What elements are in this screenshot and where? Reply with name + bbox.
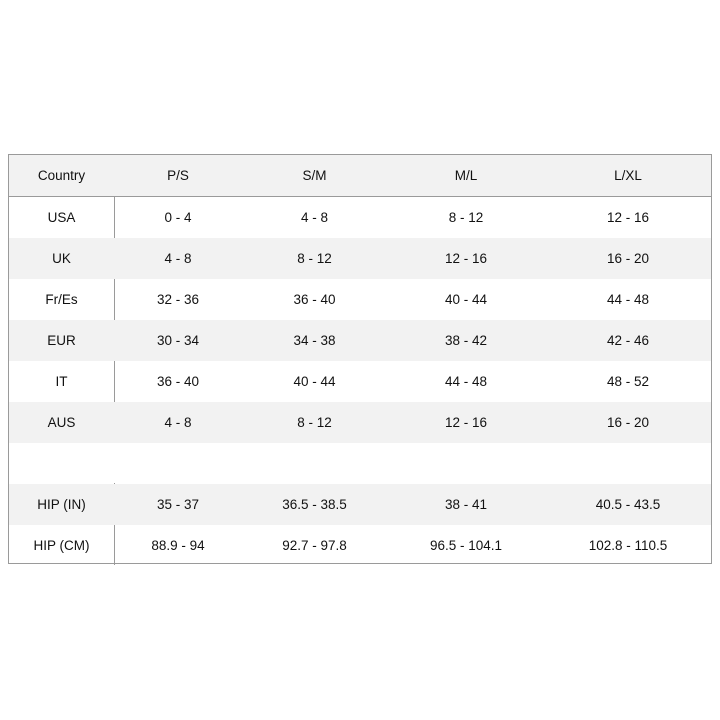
table-cell: 48 - 52: [606, 374, 650, 389]
table-cell: 38 - 41: [444, 497, 488, 512]
row-label: UK: [52, 251, 71, 266]
table-cell: 42 - 46: [606, 333, 650, 348]
table-cell: 92.7 - 97.8: [282, 538, 347, 553]
table-cell: 8 - 12: [297, 251, 332, 266]
table-cell: 102.8 - 110.5: [588, 538, 668, 553]
table-cell: 36.5 - 38.5: [282, 497, 347, 512]
table-cell: 44 - 48: [606, 292, 650, 307]
header-size-ml: M/L: [454, 168, 478, 183]
row-label: IT: [55, 374, 68, 389]
table-row: [9, 525, 711, 566]
table-cell: 4 - 8: [164, 415, 192, 430]
table-cell: 36 - 40: [156, 374, 200, 389]
table-cell: 96.5 - 104.1: [429, 538, 503, 553]
table-row: [9, 484, 711, 525]
table-cell: 44 - 48: [444, 374, 488, 389]
table-header-row: [9, 155, 711, 197]
row-label: HIP (CM): [33, 538, 90, 553]
table-cell: 8 - 12: [297, 415, 332, 430]
table-cell: 12 - 16: [444, 251, 488, 266]
row-label: Fr/Es: [45, 292, 78, 307]
row-label: USA: [47, 210, 76, 225]
table-cell: 12 - 16: [606, 210, 650, 225]
header-size-lxl: L/XL: [614, 168, 642, 183]
row-label: EUR: [47, 333, 76, 348]
table-cell: 32 - 36: [156, 292, 200, 307]
table-cell: 4 - 8: [300, 210, 328, 225]
header-size-sm: S/M: [302, 168, 327, 183]
table-cell: 34 - 38: [293, 333, 336, 348]
table-cell: 12 - 16: [444, 415, 488, 430]
header-country: Country: [37, 168, 86, 183]
table-row: [9, 197, 711, 238]
table-cell: 40.5 - 43.5: [595, 497, 661, 512]
table-cell: 0 - 4: [164, 210, 192, 225]
table-cell: 38 - 42: [444, 333, 488, 348]
table-cell: 40 - 44: [444, 292, 488, 307]
table-cell: 30 - 34: [156, 333, 200, 348]
table-row: [9, 238, 711, 279]
row-label: AUS: [47, 415, 76, 430]
row-label: HIP (IN): [37, 497, 86, 512]
table-row: [9, 279, 711, 320]
table-cell: 40 - 44: [293, 374, 336, 389]
table-row: [9, 402, 711, 443]
table-cell: 16 - 20: [606, 415, 650, 430]
table-cell: 36 - 40: [293, 292, 336, 307]
table-cell: 8 - 12: [448, 210, 484, 225]
table-cell: 35 - 37: [156, 497, 200, 512]
table-row: [9, 320, 711, 361]
spacer-row: [9, 443, 711, 484]
table-cell: 4 - 8: [164, 251, 192, 266]
table-cell: 88.9 - 94: [151, 538, 205, 553]
table-cell: 16 - 20: [606, 251, 650, 266]
table-row: [9, 361, 711, 402]
size-chart-table: [8, 154, 712, 564]
header-size-ps: P/S: [167, 168, 189, 183]
